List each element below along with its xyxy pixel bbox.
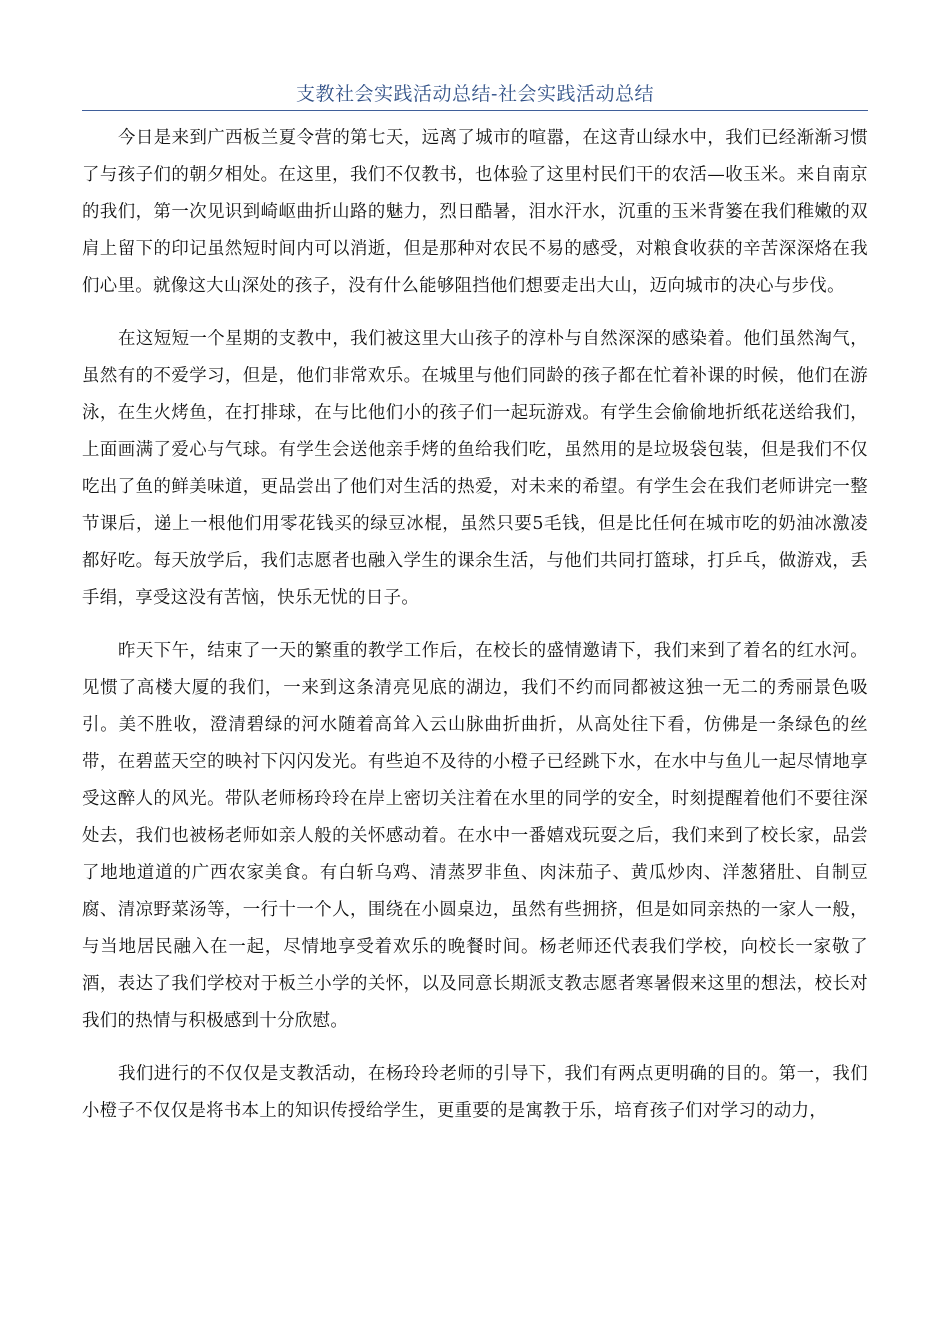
header-divider (82, 110, 868, 111)
paragraph: 昨天下午，结束了一天的繁重的教学工作后，在校长的盛情邀请下，我们来到了着名的红水河。见惯了高楼大厦的我们，一来到这条清亮见底的湖边，我们不约而同都被这独一无二的秀丽景色吸引。美不胜收，澄清碧绿的河水随着高耸入云山脉曲折曲折，从高处往下看，仿佛是一条绿色的丝带，在碧蓝天空的映衬下闪闪发光。有些迫不及待的小橙子已经跳下水，在水中与鱼儿一起尽情地享受这醉人的风光。带队老师杨玲玲在岸上密切关注着在水里的同学的安全，时刻提醒着他们不要往深处去，我们也被杨老师如亲人般的关怀感动着。在水中一番嬉戏玩耍之后，我们来到了校长家，品尝了地地道道的广西农家美食。有白斩乌鸡、清蒸罗非鱼、肉沫茄子、黄瓜炒肉、洋葱猪肚、自制豆腐、清凉野菜汤等，一行十一个人，围绕在小圆桌边，虽然有些拥挤，但是如同亲热的一家人一般，与当地居民融入在一起，尽情地享受着欢乐的晚餐时间。杨老师还代表我们学校，向校长一家敬了酒，表达了我们学校对于板兰小学的关怀，以及同意长期派支教志愿者寒暑假来这里的想法，校长对我们的热情与积极感到十分欣慰。 (82, 641, 868, 1031)
document-body (82, 120, 868, 1146)
paragraph: 在这短短一个星期的支教中，我们被这里大山孩子的淳朴与自然深深的感染着。他们虽然淘气，虽然有的不爱学习，但是，他们非常欢乐。在城里与他们同龄的孩子都在忙着补课的时候，他们在游泳，在生火烤鱼，在打排球，在与比他们小的孩子们一起玩游戏。有学生会偷偷地折纸花送给我们，上面画满了爱心与气球。有学生会送他亲手烤的鱼给我们吃，虽然用的是垃圾袋包装，但是我们不仅吃出了鱼的鲜美味道，更品尝出了他们对生活的热爱，对未来的希望。有学生会在我们老师讲完一整节课后，递上一根他们用零花钱买的绿豆冰棍，虽然只要5毛钱，但是比任何在城市吃的奶油冰激凌都好吃。每天放学后，我们志愿者也融入学生的课余生活，与他们共同打篮球，打乒乓，做游戏，丢手绢，享受这没有苦恼，快乐无忧的日子。 (82, 329, 868, 608)
paragraph: 我们进行的不仅仅是支教活动，在杨玲玲老师的引导下，我们有两点更明确的目的。第一，我们小橙子不仅仅是将书本上的知识传授给学生，更重要的是寓教于乐，培育孩子们对学习的动力， (82, 1064, 868, 1121)
paragraph: 今日是来到广西板兰夏令营的第七天，远离了城市的喧嚣，在这青山绿水中，我们已经渐渐习惯了与孩子们的朝夕相处。在这里，我们不仅教书，也体验了这里村民们干的农活—收玉米。来自南京的我们，第一次见识到崎岖曲折山路的魅力，烈日酷暑，泪水汗水，沉重的玉米背篓在我们稚嫩的双肩上留下的印记虽然短时间内可以消逝，但是那种对农民不易的感受，对粮食收获的辛苦深深烙在我们心里。就像这大山深处的孩子，没有什么能够阻挡他们想要走出大山，迈向城市的决心与步伐。 (82, 128, 868, 296)
page-title: 支教社会实践活动总结-社会实践活动总结 (296, 83, 654, 105)
